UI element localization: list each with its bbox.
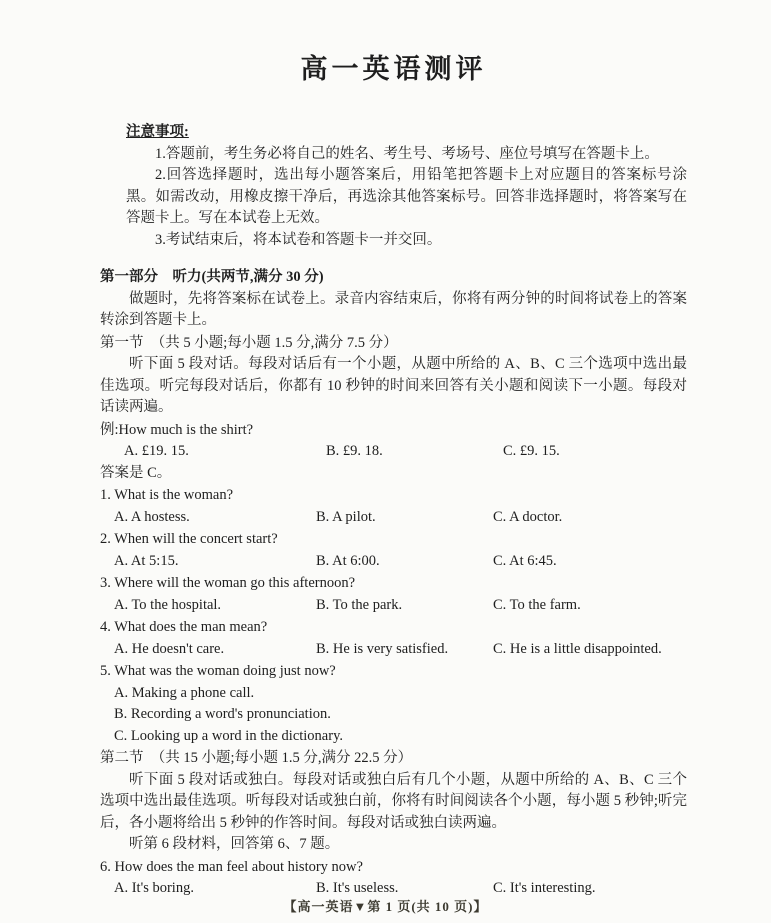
page-footer: 【高一英语▼第 1 页(共 10 页)】 xyxy=(283,898,488,914)
question-item-6 xyxy=(100,857,687,900)
question-item-4 xyxy=(100,617,687,660)
question-options xyxy=(114,507,687,529)
question-options xyxy=(114,551,687,573)
section1-instructions: 听下面 5 段对话。每段对话后有一个小题，从题中所给的 A、B、C 三个选项中选出最佳选项。听完每段对话后，你都有 10 秒钟的时间来回答有关小题和阅读下一小题。每段对话读两遍。 xyxy=(100,356,687,415)
option-b: B. He is very satisfied. xyxy=(316,640,449,657)
option-c: C. To the farm. xyxy=(493,596,581,613)
question-text: 5. What was the woman doing just now? xyxy=(100,663,336,679)
example-prompt: 例:How much is the shirt? xyxy=(100,421,254,438)
notice-item: 3.考试结束后，将本试卷和答题卡一并交回。 xyxy=(155,231,442,248)
option-b: B. To the park. xyxy=(316,596,403,613)
part1-intro: 做题时，先将答案标在试卷上。录音内容结束后，你将有两分钟的时间将试卷上的答案转涂到答题卡上。 xyxy=(100,290,687,328)
question-item-5 xyxy=(100,661,687,747)
option-c: C. £9. 15. xyxy=(503,443,560,459)
option-b: B. Recording a word's pronunciation. xyxy=(114,706,331,722)
part1-heading: 第一部分 听力(共两节,满分 30 分) xyxy=(100,269,324,285)
option-c: C. At 6:45. xyxy=(493,552,557,569)
question-text: 4. What does the man mean? xyxy=(100,619,268,635)
question-item-1 xyxy=(100,485,687,528)
notice-section xyxy=(126,122,687,251)
question-text: 1. What is the woman? xyxy=(100,487,234,503)
option-a: A. He doesn't care. xyxy=(114,640,225,657)
section2-instructions: 听下面 5 段对话或独白。每段对话或独白后有几个小题，从题中所给的 A、B、C 三个选项中选出最佳选项。听每段对话或独白前，你将有时间阅读各个小题，每小题 5 秒钟;听完后，各小题将给出 5 秒钟的作答时间。每段对话或独白读两遍。 xyxy=(100,771,687,831)
option-a: A. A hostess. xyxy=(114,508,190,525)
notice-item: 2.回答选择题时，选出每小题答案后，用铅笔把答题卡上对应题目的答案标号涂黑。如需改动，用橡皮擦干净后，再选涂其他答案标号。回答非选择题时，将答案写在答题卡上。写在本试卷上无效。 xyxy=(126,167,687,226)
question-options xyxy=(114,595,687,617)
notice-heading: 注意事项: xyxy=(126,124,189,140)
question-item-2 xyxy=(100,529,687,572)
question-item-3 xyxy=(100,573,687,616)
example-options xyxy=(124,441,687,463)
question-text: 3. Where will the woman go this afternoon? xyxy=(100,575,356,591)
option-a: A. At 5:15. xyxy=(114,552,179,569)
option-a: A. £19. 15. xyxy=(124,443,189,459)
section2-material-note: 听第 6 段材料，回答第 6、7 题。 xyxy=(129,836,340,852)
option-c: C. Looking up a word in the dictionary. xyxy=(114,727,344,744)
option-b: B. At 6:00. xyxy=(316,552,380,569)
option-b: B. £9. 18. xyxy=(326,443,383,459)
option-b: B. It's useless. xyxy=(316,880,399,896)
option-a: A. To the hospital. xyxy=(114,596,222,613)
example-answer: 答案是 C。 xyxy=(100,464,172,481)
section1-heading: 第一节 （共 5 小题;每小题 1.5 分,满分 7.5 分） xyxy=(100,334,398,351)
option-c: C. He is a little disappointed. xyxy=(493,640,662,657)
page-title: 高一英语测评 xyxy=(300,54,487,84)
option-a: A. It's boring. xyxy=(114,880,194,896)
question-options xyxy=(114,639,687,661)
question-text: 6. How does the man feel about history now? xyxy=(100,858,363,875)
question-text: 2. When will the concert start? xyxy=(100,531,278,547)
option-a: A. Making a phone call. xyxy=(114,684,255,701)
example-question xyxy=(100,420,687,485)
question-options xyxy=(114,683,687,748)
option-c: C. It's interesting. xyxy=(493,880,596,896)
section2-heading: 第二节 （共 15 小题;每小题 1.5 分,满分 22.5 分） xyxy=(100,750,413,766)
option-b: B. A pilot. xyxy=(316,508,376,525)
notice-item: 1.答题前，考生务必将自己的姓名、考生号、考场号、座位号填写在答题卡上。 xyxy=(155,145,659,162)
option-c: C. A doctor. xyxy=(493,508,563,525)
